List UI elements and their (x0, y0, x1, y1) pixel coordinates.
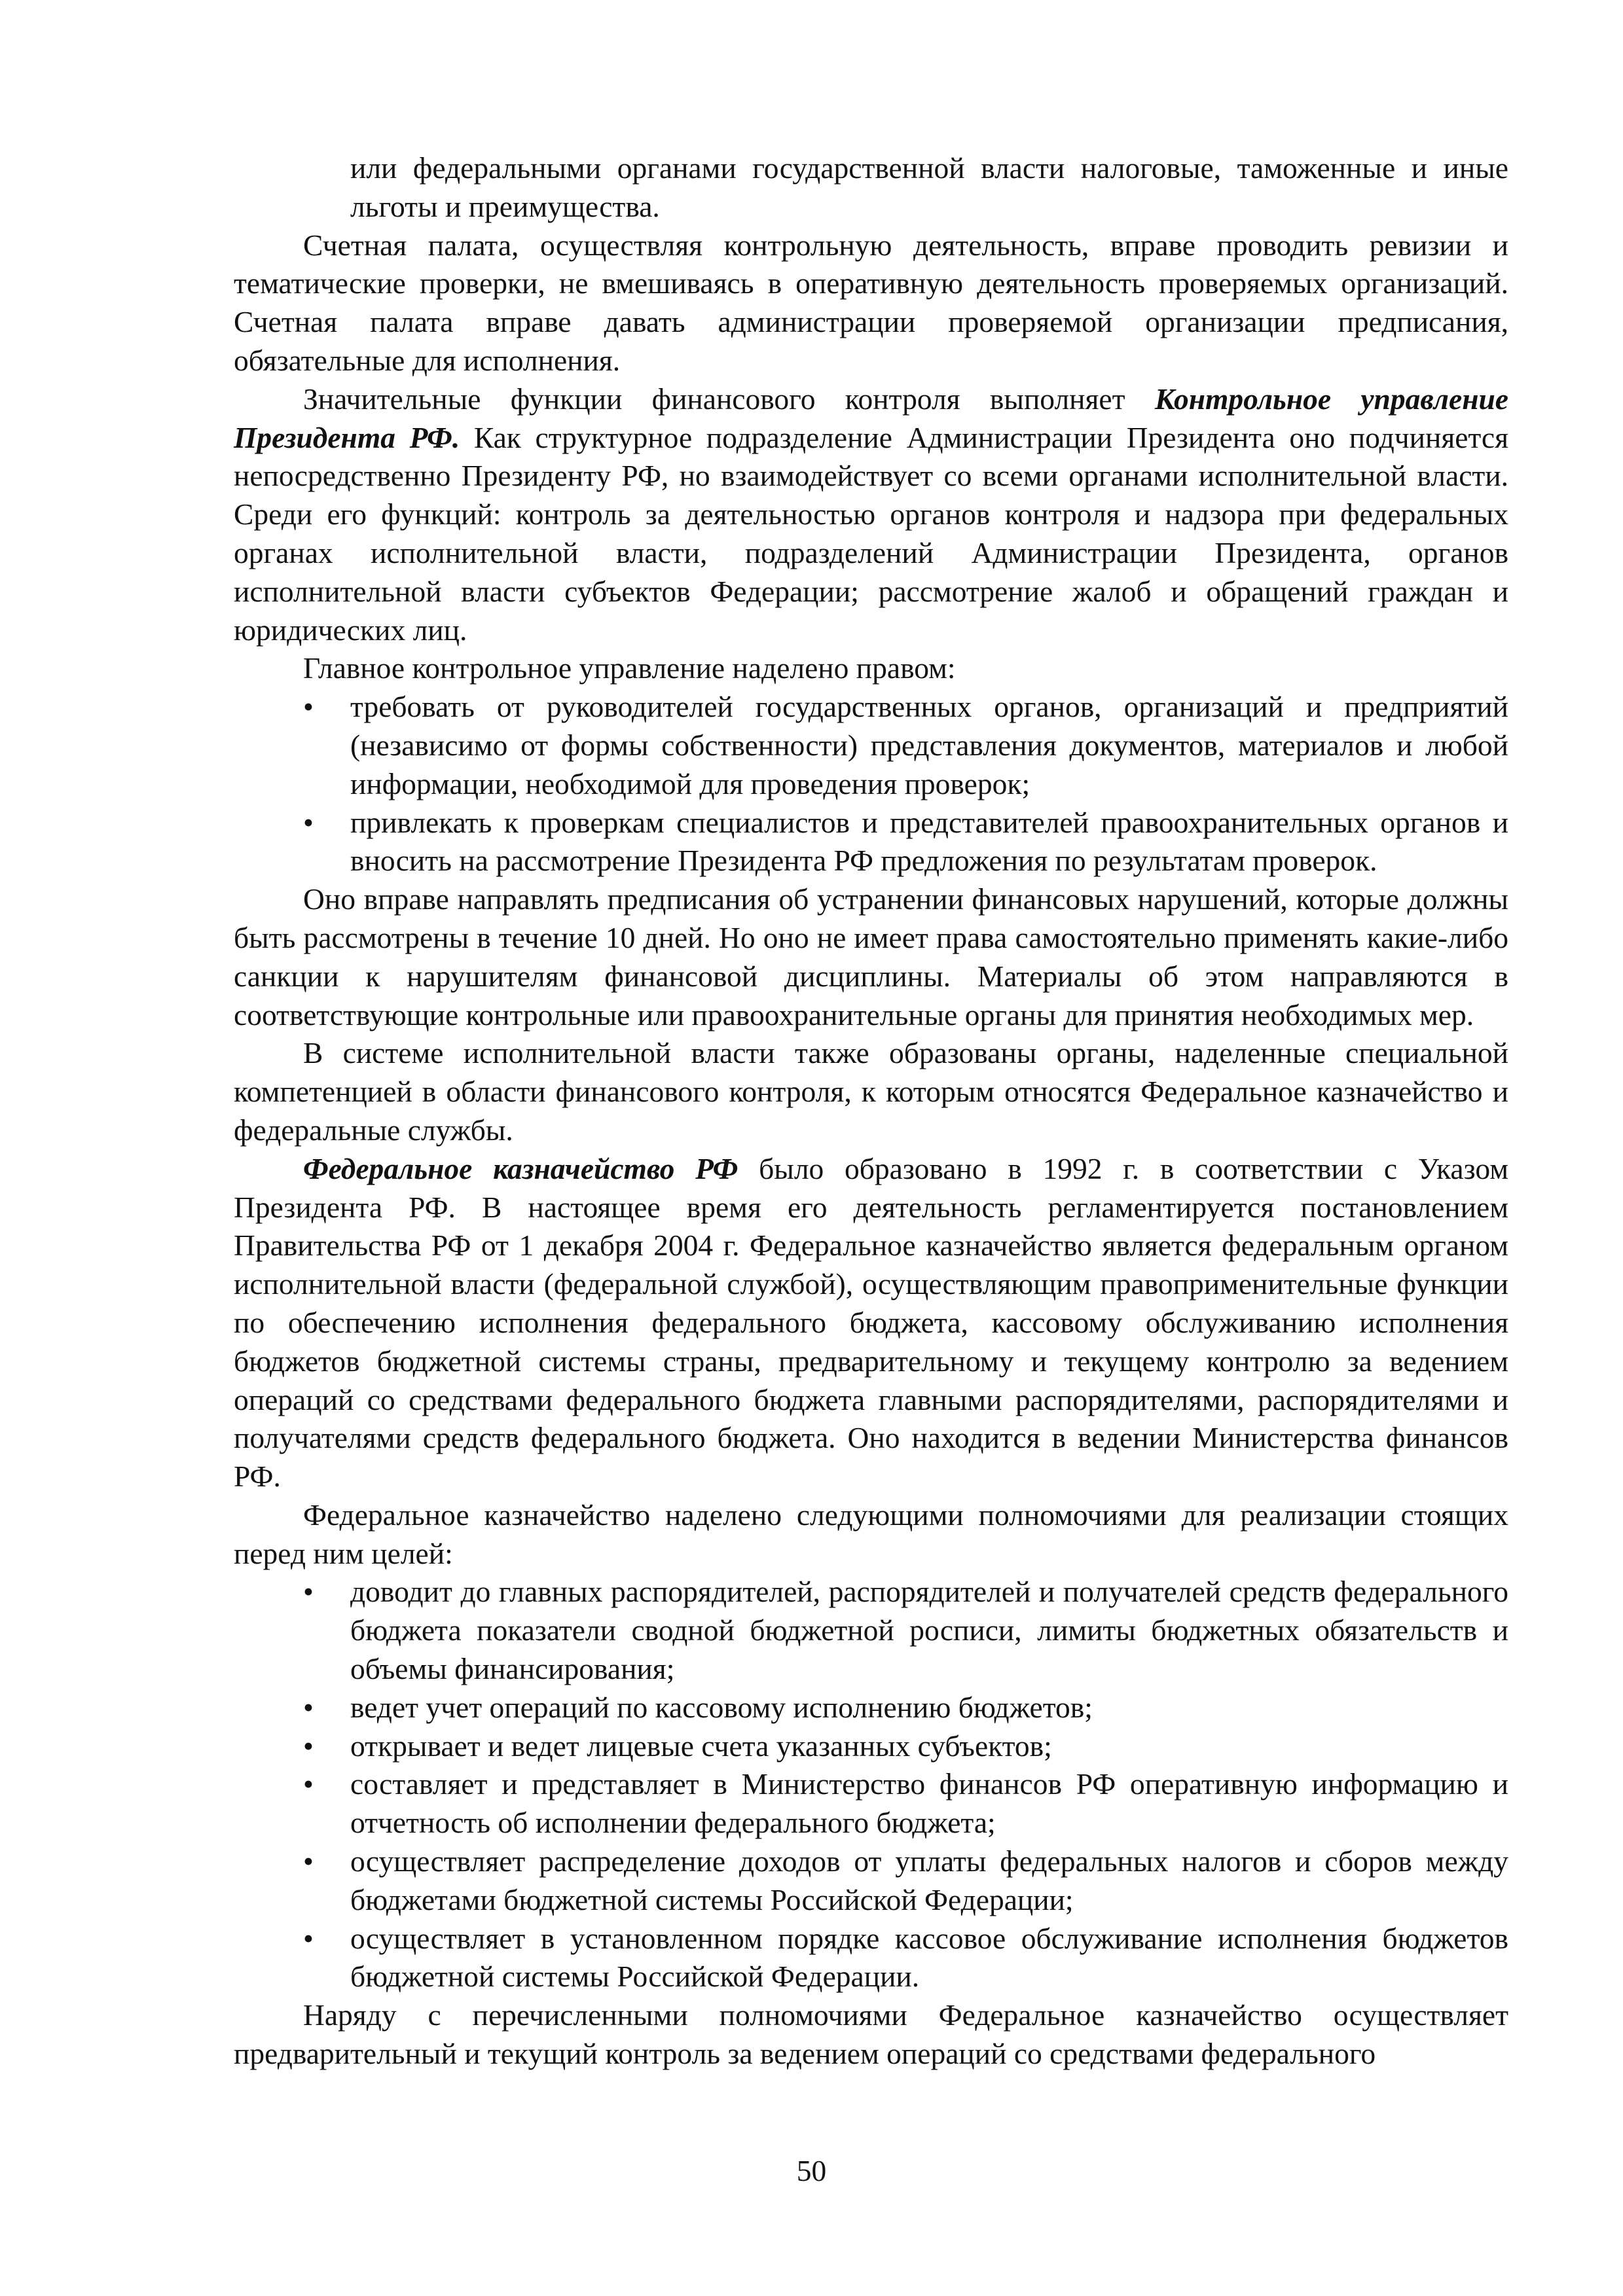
paragraph-rest: было образовано в 1992 г. в соответствии с Указом Президента РФ. В настоящее время его деятельность регламентируется постановлением Правительства РФ от 1 декабря 2004 г. Федеральное казначейство является федеральным органом исполнительной власти (федеральной службой), осуществляющим правоприменительные функции по обеспечению исполнения федерального бюджета, кассовому обслуживанию исполнения бюджетов бюджетной системы страны, предварительному и текущему контролю за ведением операций со средствами федерального бюджета главными распорядителями, распорядителями и получателями средств федерального бюджета. Оно находится в ведении Министерства финансов РФ. (234, 1151, 1508, 1494)
treasury-powers-list (234, 1573, 1508, 1996)
list-item (234, 1689, 1508, 1727)
bullet-icon: • (303, 1729, 314, 1763)
bullet-icon: • (303, 1767, 314, 1801)
paragraph-control-directorate (234, 380, 1508, 650)
list-item-text: привлекать к проверкам специалистов и представителей правоохранительных органов и вносить на рассмотрение Президента РФ предложения по результатам проверок. (350, 805, 1508, 878)
paragraph-executive-bodies: В системе исполнительной власти также образованы органы, наделенные специальной компетенцией в области финансового контроля, к которым относятся Федеральное казначейство и федеральные службы. (234, 1036, 1508, 1147)
bullet-icon: • (303, 1921, 314, 1955)
list-item (234, 1573, 1508, 1688)
term-control-directorate: Контрольное управление Президента РФ. (234, 382, 1508, 454)
term-federal-treasury: Федеральное казначейство РФ (303, 1151, 739, 1185)
list-item-text: осуществляет распределение доходов от уплаты федеральных налогов и сборов между бюджетами бюджетной системы Российской Федерации; (350, 1844, 1508, 1916)
list-item (234, 1842, 1508, 1920)
paragraph-treasury-control: Наряду с перечисленными полномочиями Федеральное казначейство осуществляет предварительный и текущий контроль за ведением операций со средствами федерального (234, 1998, 1508, 2071)
bullet-icon: • (303, 1690, 314, 1724)
bullet-icon: • (303, 1844, 314, 1878)
list-item (234, 688, 1508, 803)
list-item-text: составляет и представляет в Министерство финансов РФ оперативную информацию и отчетность об исполнении федерального бюджета; (350, 1767, 1508, 1840)
bullet-icon: • (303, 805, 314, 839)
list-item-text: открывает и ведет лицевые счета указанных субъектов; (350, 1729, 1052, 1763)
bullet-icon: • (303, 690, 314, 724)
paragraph-rest: Как структурное подразделение Администрации Президента оно подчиняется непосредственно Президенту РФ, но взаимодействует со всеми органами исполнительной власти. Среди его функций: контроль за деятельностью органов контроля и надзора при федеральных органах исполнительной власти, подразделений Администрации Президента, органов исполнительной власти субъектов Федерации; рассмотрение жалоб и обращений граждан и юридических лиц. (234, 420, 1508, 647)
paragraph-continued: или федеральными органами государственной власти налоговые, таможенные и иные льготы и преимущества. (350, 151, 1508, 223)
list-item (234, 1920, 1508, 1997)
list-item-text: требовать от руководителей государственных органов, организаций и предприятий (независимо от формы собственности) представления документов, материалов и любой информации, необходимой для проведения проверок; (350, 690, 1508, 800)
paragraph-federal-treasury (234, 1150, 1508, 1496)
page-content (234, 149, 1508, 2073)
list-item (234, 1765, 1508, 1842)
paragraph-treasury-powers-intro: Федеральное казначейство наделено следующими полномочиями для реализации стоящих перед ним целей: (234, 1498, 1508, 1570)
paragraph-rights-intro: Главное контрольное управление наделено правом: (303, 651, 956, 685)
list-item-text: ведет учет операций по кассовому исполнению бюджетов; (350, 1690, 1093, 1724)
list-item-text: осуществляет в установленном порядке кассовое обслуживание исполнения бюджетов бюджетной системы Российской Федерации. (350, 1921, 1508, 1994)
rights-list (234, 688, 1508, 880)
paragraph-accounts-chamber: Счетная палата, осуществляя контрольную деятельность, вправе проводить ревизии и тематические проверки, не вмешиваясь в оперативную деятельность проверяемых организаций. Счетная палата вправе давать администрации проверяемой организации предписания, обязательные для исполнения. (234, 228, 1508, 377)
list-item (234, 804, 1508, 881)
list-item (234, 1727, 1508, 1766)
bullet-icon: • (303, 1575, 314, 1609)
list-item-text: доводит до главных распорядителей, распорядителей и получателей средств федерального бюджета показатели сводной бюджетной росписи, лимиты бюджетных обязательств и объемы финансирования; (350, 1575, 1508, 1686)
page-number: 50 (796, 2154, 827, 2187)
paragraph-lead: Значительные функции финансового контроля выполняет (303, 382, 1155, 416)
paragraph-prescriptions: Оно вправе направлять предписания об устранении финансовых нарушений, которые должны быть рассмотрены в течение 10 дней. Но оно не имеет права самостоятельно применять какие-либо санкции к нарушителям финансовой дисциплины. Материалы об этом направляются в соответствующие контрольные или правоохранительные органы для принятия необходимых мер. (234, 882, 1508, 1031)
